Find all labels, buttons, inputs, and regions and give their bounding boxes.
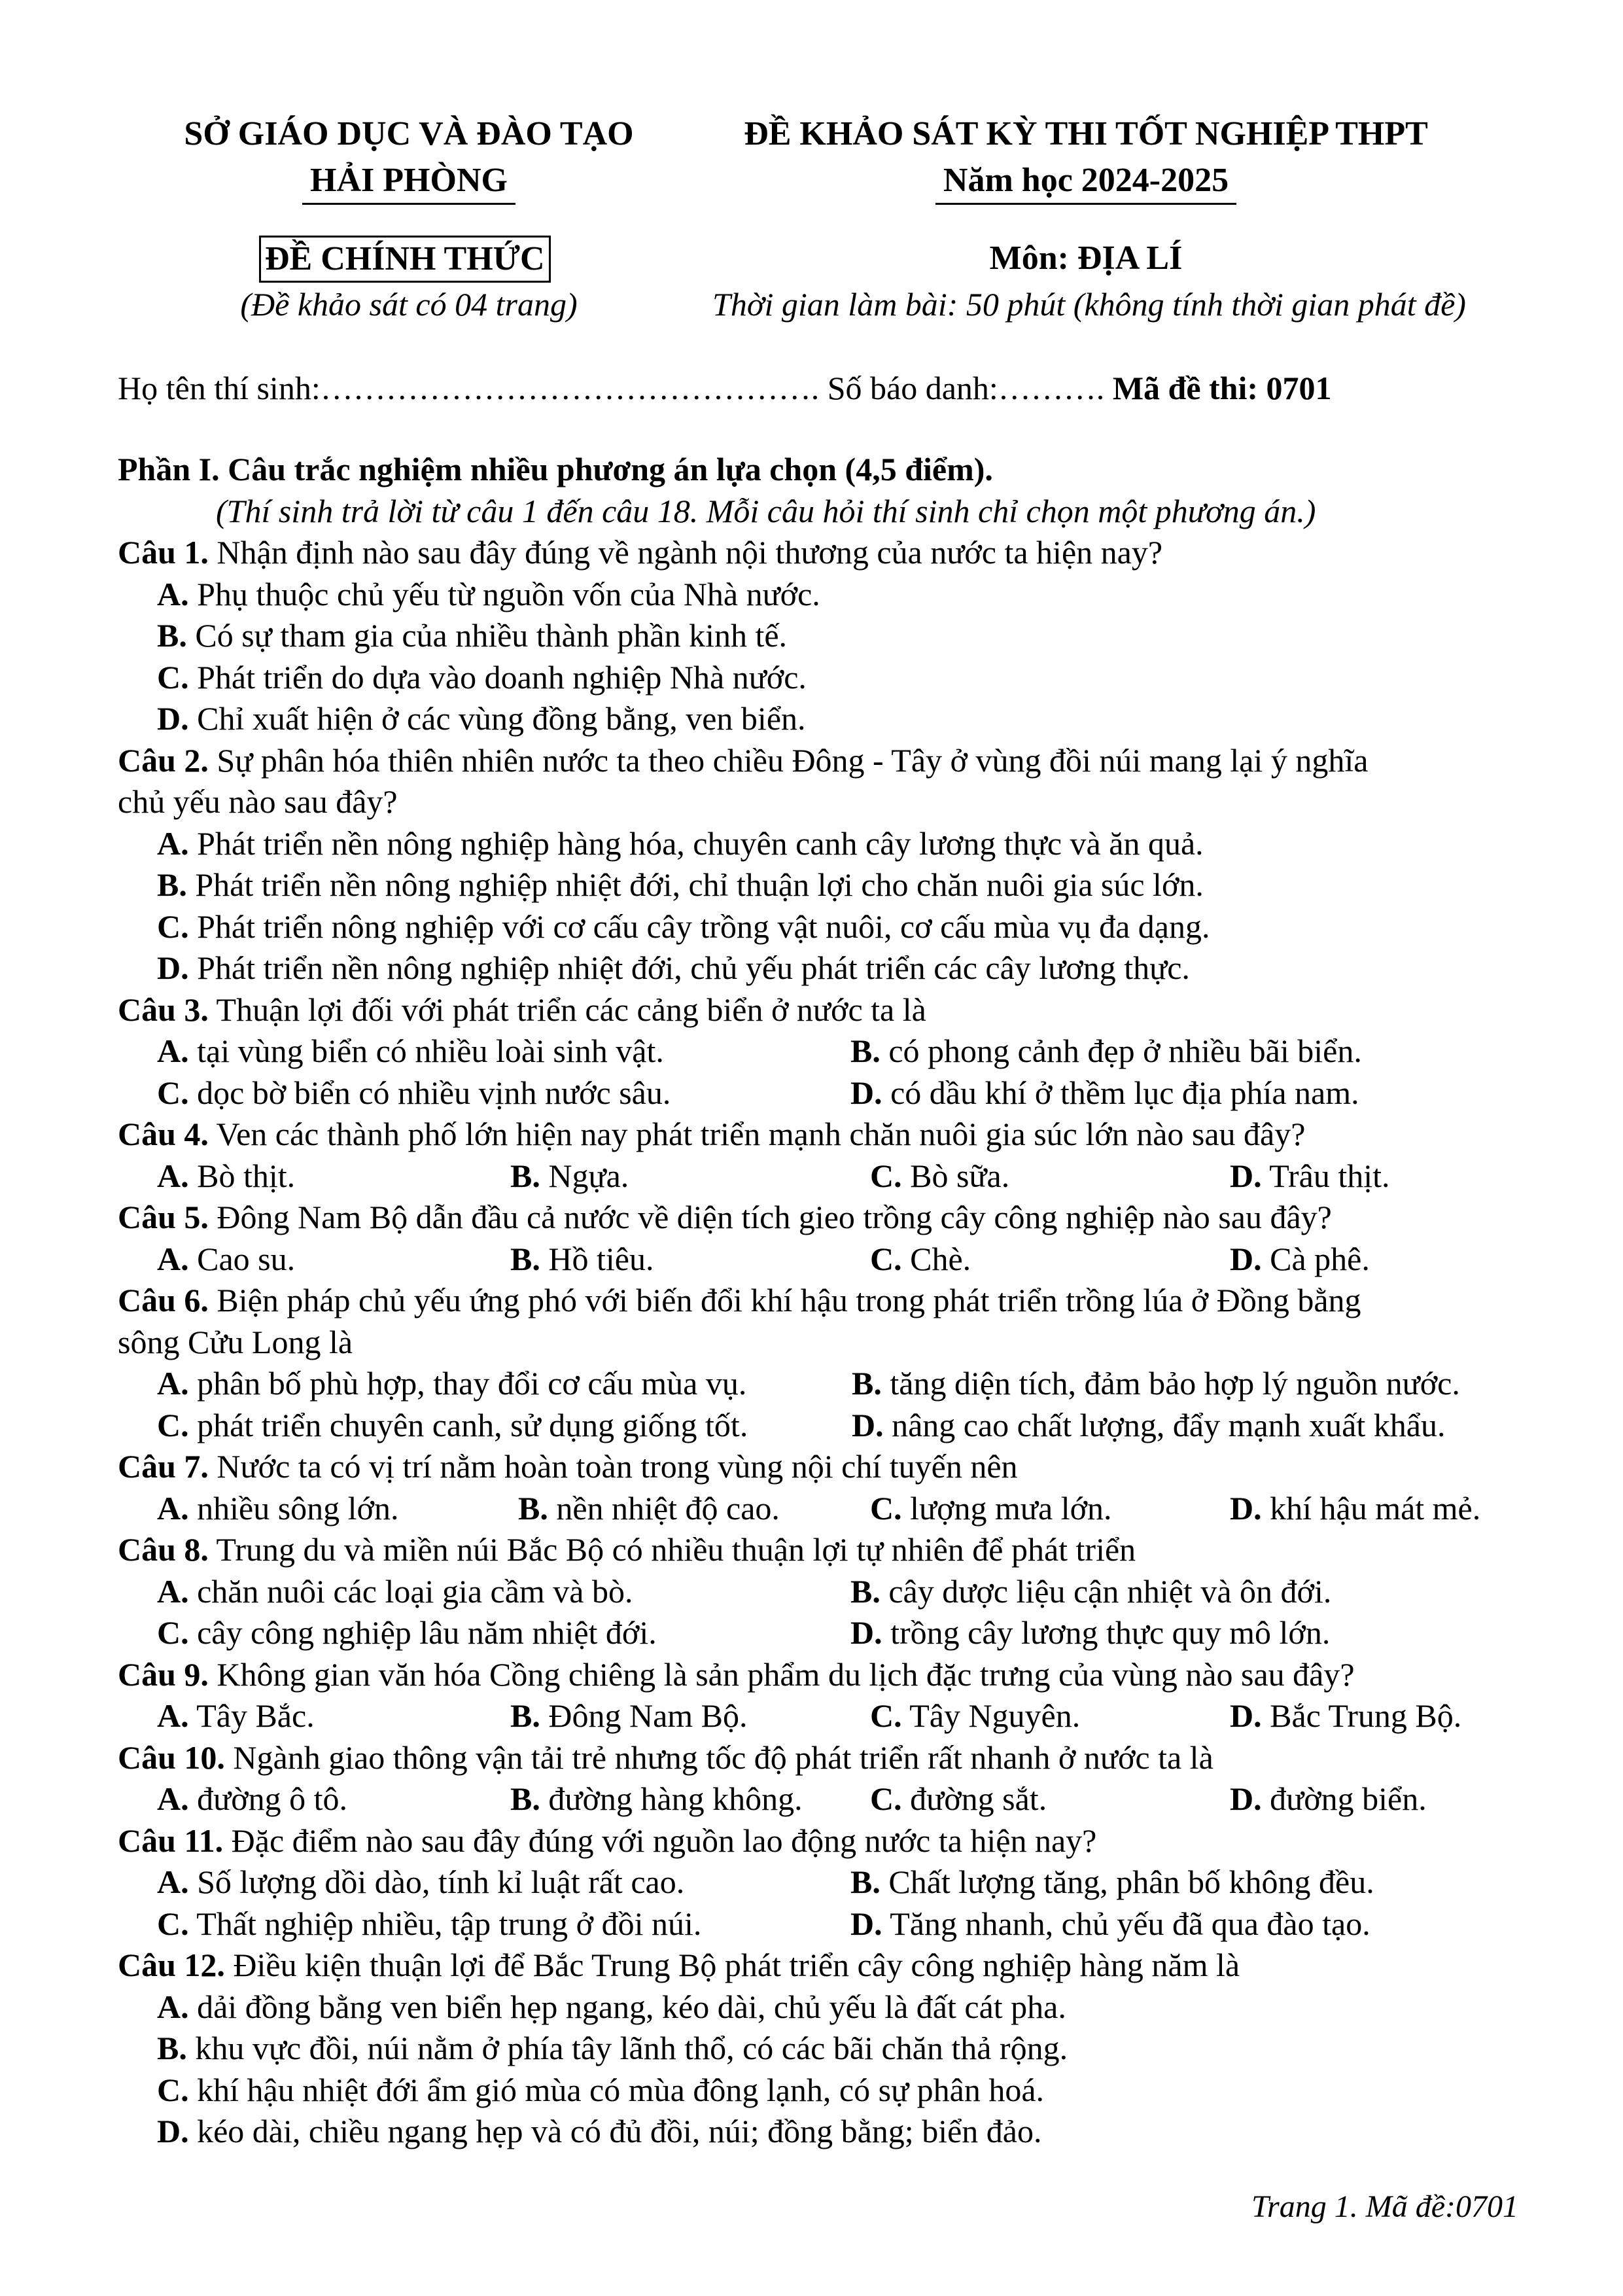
- question-6: [118, 1280, 1524, 1322]
- option-c: [118, 657, 1524, 699]
- question-label: Câu 3.: [118, 991, 209, 1028]
- option-text: phân bố phù hợp, thay đổi cơ cấu mùa vụ.: [197, 1365, 747, 1402]
- option-text: Chè.: [910, 1240, 971, 1277]
- option-a: [157, 1156, 510, 1197]
- question-2: [118, 740, 1524, 782]
- question-text: Biện pháp chủ yếu ứng phó với biến đổi khí hậu trong phát triển trồng lúa ở Đồng bằng: [217, 1282, 1361, 1318]
- option-text: đường hàng không.: [548, 1780, 803, 1817]
- option-text: Số lượng dồi dào, tính kỉ luật rất cao.: [197, 1863, 685, 1900]
- question-text-continued: sông Cửu Long là: [118, 1323, 353, 1360]
- option-d: [850, 1903, 1370, 1945]
- option-c: [157, 1072, 850, 1114]
- page-footer: Trang 1. Mã đề:0701: [1251, 2189, 1518, 2224]
- options-row: [118, 1239, 1524, 1280]
- option-b: [850, 1571, 1331, 1613]
- option-b: [850, 1031, 1362, 1072]
- option-a: [118, 574, 1524, 616]
- question-label: Câu 12.: [118, 1947, 225, 1983]
- option-letter: C.: [870, 1489, 902, 1527]
- option-b: [510, 1239, 870, 1280]
- option-letter: A.: [157, 575, 189, 612]
- option-c: [157, 1405, 852, 1447]
- exam-title-block: [693, 110, 1478, 205]
- option-letter: B.: [510, 1697, 540, 1734]
- pages-note: (Đề khảo sát có 04 trang): [240, 286, 578, 323]
- option-a: [157, 1488, 518, 1530]
- options-row: [118, 1612, 1524, 1654]
- option-text: Trâu thịt.: [1269, 1157, 1390, 1194]
- question-label: Câu 1.: [118, 534, 209, 571]
- city-name: HẢI PHÒNG: [302, 158, 515, 205]
- option-a: [157, 1031, 850, 1072]
- question-label: Câu 6.: [118, 1282, 209, 1318]
- option-letter: C.: [870, 1240, 902, 1277]
- option-letter: A.: [157, 1489, 189, 1527]
- option-letter: A.: [157, 1780, 189, 1817]
- option-d: [118, 2111, 1524, 2153]
- option-letter: C.: [157, 1614, 189, 1651]
- option-text: tăng diện tích, đảm bảo hợp lý nguồn nước.: [890, 1365, 1460, 1402]
- option-text: khí hậu nhiệt đới ẩm gió mùa có mùa đông lạnh, có sự phân hoá.: [197, 2071, 1045, 2108]
- option-text: khu vực đồi, núi nằm ở phía tây lãnh thổ, có các bãi chăn thả rộng.: [195, 2030, 1068, 2066]
- option-d: [1230, 1488, 1480, 1530]
- option-letter: C.: [157, 908, 189, 945]
- option-letter: C.: [157, 658, 189, 696]
- option-text: trồng cây lương thực quy mô lớn.: [890, 1614, 1331, 1651]
- option-b: [850, 1862, 1374, 1903]
- question-label: Câu 9.: [118, 1655, 209, 1693]
- option-text: cây dược liệu cận nhiệt và ôn đới.: [888, 1572, 1332, 1610]
- option-letter: B.: [157, 2030, 187, 2066]
- issuer-block: [150, 110, 667, 205]
- option-text: Có sự tham gia của nhiều thành phần kinh tế.: [195, 617, 788, 654]
- option-a: [157, 1239, 510, 1280]
- option-text: Tăng nhanh, chủ yếu đã qua đào tạo.: [890, 1905, 1370, 1942]
- option-c: [870, 1488, 1230, 1530]
- options-row: [118, 1903, 1524, 1945]
- options-row: [118, 1695, 1524, 1737]
- option-letter: D.: [850, 1905, 882, 1942]
- option-text: lượng mưa lớn.: [910, 1489, 1112, 1527]
- option-text: Thất nghiệp nhiều, tập trung ở đồi núi.: [196, 1905, 702, 1942]
- options-row: [118, 1862, 1524, 1903]
- option-a: [157, 1862, 850, 1903]
- question-text: Ngành giao thông vận tải trẻ nhưng tốc độ phát triển rất nhanh ở nước ta là: [233, 1739, 1213, 1776]
- option-letter: A.: [157, 1988, 189, 2025]
- options-row: [118, 1156, 1524, 1197]
- question-12: [118, 1945, 1524, 1987]
- option-letter: B.: [157, 866, 187, 903]
- option-letter: D.: [1230, 1157, 1262, 1194]
- option-letter: B.: [510, 1240, 540, 1277]
- option-text: Hồ tiêu.: [548, 1240, 654, 1277]
- option-b: [118, 864, 1524, 906]
- option-letter: C.: [157, 1406, 189, 1443]
- option-letter: C.: [157, 1905, 189, 1942]
- option-letter: A.: [157, 1157, 189, 1194]
- option-text: có dầu khí ở thềm lục địa phía nam.: [890, 1074, 1359, 1111]
- question-text: Nước ta có vị trí nằm hoàn toàn trong vùng nội chí tuyến nên: [217, 1448, 1018, 1485]
- option-letter: D.: [1230, 1697, 1262, 1734]
- option-letter: C.: [157, 2071, 189, 2108]
- option-b: [510, 1778, 870, 1820]
- option-text: đường biển.: [1270, 1780, 1427, 1817]
- option-letter: C.: [870, 1780, 902, 1817]
- option-c: [118, 906, 1524, 948]
- question-9: [118, 1654, 1524, 1696]
- question-4: [118, 1114, 1524, 1156]
- option-letter: D.: [850, 1074, 882, 1111]
- option-text: tại vùng biển có nhiều loài sinh vật.: [197, 1033, 664, 1069]
- option-letter: D.: [852, 1406, 884, 1443]
- option-letter: B.: [852, 1365, 882, 1402]
- option-c: [870, 1778, 1230, 1820]
- option-text: Phụ thuộc chủ yếu từ nguồn vốn của Nhà nước.: [197, 575, 820, 612]
- option-text: Phát triển nông nghiệp với cơ cấu cây trồng vật nuôi, cơ cấu mùa vụ đa dạng.: [197, 908, 1210, 945]
- option-text: có phong cảnh đẹp ở nhiều bãi biển.: [888, 1033, 1362, 1069]
- option-b: [510, 1156, 870, 1197]
- option-d: [118, 698, 1524, 740]
- option-d: [852, 1405, 1445, 1447]
- option-d: [850, 1612, 1330, 1654]
- option-b: [118, 2028, 1524, 2070]
- option-letter: D.: [1230, 1240, 1262, 1277]
- option-d: [1230, 1239, 1370, 1280]
- option-d: [1230, 1156, 1390, 1197]
- option-b: [510, 1695, 870, 1737]
- question-label: Câu 11.: [118, 1822, 224, 1859]
- option-text: Phát triển nền nông nghiệp hàng hóa, chuyên canh cây lương thực và ăn quả.: [197, 824, 1204, 862]
- question-1: [118, 532, 1524, 574]
- option-letter: B.: [850, 1033, 881, 1069]
- subject-title: Môn: ĐỊA LÍ: [989, 239, 1183, 277]
- question-label: Câu 2.: [118, 741, 209, 779]
- option-c: [118, 2070, 1524, 2111]
- question-label: Câu 7.: [118, 1448, 209, 1485]
- question-11: [118, 1820, 1524, 1862]
- option-b: [118, 615, 1524, 657]
- option-letter: D.: [157, 949, 189, 986]
- question-label: Câu 5.: [118, 1199, 209, 1235]
- option-text: Bắc Trung Bộ.: [1270, 1697, 1462, 1734]
- options-row: [118, 1363, 1524, 1405]
- question-label: Câu 8.: [118, 1531, 209, 1568]
- question-text: Nhận định nào sau đây đúng về ngành nội thương của nước ta hiện nay?: [217, 534, 1163, 571]
- option-letter: D.: [157, 700, 189, 737]
- options-row: [118, 1405, 1524, 1447]
- option-letter: D.: [1230, 1489, 1262, 1527]
- option-text: đường sắt.: [910, 1780, 1047, 1817]
- question-text: Không gian văn hóa Cồng chiêng là sản phẩm du lịch đặc trưng của vùng nào sau đây?: [217, 1655, 1355, 1693]
- question-text: Thuận lợi đối với phát triển các cảng biển ở nước ta là: [216, 991, 926, 1028]
- option-d: [118, 947, 1524, 989]
- option-text: Ngựa.: [548, 1157, 629, 1194]
- option-letter: D.: [157, 2113, 189, 2149]
- option-a: [157, 1695, 510, 1737]
- option-text: Bò sữa.: [910, 1157, 1010, 1194]
- option-letter: A.: [157, 1572, 189, 1610]
- section-title: Phần I. Câu trắc nghiệm nhiều phương án lựa chọn (4,5 điểm).: [118, 451, 993, 487]
- option-letter: A.: [157, 824, 189, 862]
- option-d: [1230, 1778, 1427, 1820]
- option-letter: B.: [850, 1572, 881, 1610]
- exam-content: [118, 449, 1524, 2153]
- option-c: [870, 1695, 1230, 1737]
- option-letter: B.: [157, 617, 187, 654]
- option-text: nền nhiệt độ cao.: [556, 1489, 780, 1527]
- option-a: [118, 1987, 1524, 2028]
- option-text: chăn nuôi các loại gia cầm và bò.: [197, 1572, 633, 1610]
- option-c: [157, 1903, 850, 1945]
- option-text: dải đồng bằng ven biển hẹp ngang, kéo dài, chủ yếu là đất cát pha.: [197, 1988, 1066, 2025]
- question-text: Sự phân hóa thiên nhiên nước ta theo chiều Đông - Tây ở vùng đồi núi mang lại ý nghĩa: [217, 741, 1369, 779]
- question-text: Điều kiện thuận lợi để Bắc Trung Bộ phát triển cây công nghiệp hàng năm là: [233, 1947, 1240, 1983]
- option-text: Phát triển do dựa vào doanh nghiệp Nhà nước.: [197, 658, 807, 696]
- option-b: [852, 1363, 1460, 1405]
- option-letter: C.: [870, 1157, 902, 1194]
- question-10: [118, 1737, 1524, 1779]
- option-text: khí hậu mát mẻ.: [1270, 1489, 1481, 1527]
- option-text: Đông Nam Bộ.: [548, 1697, 748, 1734]
- exam-code: Mã đề thi: 0701: [1112, 370, 1332, 406]
- option-text: Phát triển nền nông nghiệp nhiệt đới, chỉ thuận lợi cho chăn nuôi gia súc lớn.: [195, 866, 1204, 903]
- option-text: cây công nghiệp lâu năm nhiệt đới.: [197, 1614, 657, 1651]
- option-text: Chất lượng tăng, phân bố không đều.: [888, 1863, 1374, 1900]
- option-a: [157, 1363, 852, 1405]
- question-3: [118, 989, 1524, 1031]
- option-text: Bò thịt.: [197, 1157, 296, 1194]
- question-label: Câu 10.: [118, 1739, 225, 1776]
- option-c: [870, 1239, 1230, 1280]
- option-text: đường ô tô.: [197, 1780, 348, 1817]
- option-c: [157, 1612, 850, 1654]
- options-row: [118, 1072, 1524, 1114]
- option-letter: B.: [510, 1157, 540, 1194]
- question-7: [118, 1446, 1524, 1488]
- question-5: [118, 1197, 1524, 1239]
- option-letter: A.: [157, 1863, 189, 1900]
- option-d: [1230, 1695, 1461, 1737]
- option-text: Tây Bắc.: [196, 1697, 315, 1734]
- section-instructions: (Thí sinh trả lời từ câu 1 đến câu 18. Mỗi câu hỏi thí sinh chỉ chọn một phương án.): [216, 492, 1316, 529]
- department-name: SỞ GIÁO DỤC VÀ ĐÀO TẠO: [184, 115, 634, 152]
- option-a: [157, 1778, 510, 1820]
- options-row: [118, 1488, 1524, 1530]
- candidate-info: [118, 366, 1332, 410]
- option-text: Cao su.: [197, 1240, 296, 1277]
- question-text: Ven các thành phố lớn hiện nay phát triển mạnh chăn nuôi gia súc lớn nào sau đây?: [216, 1116, 1306, 1152]
- option-text: Cà phê.: [1270, 1240, 1370, 1277]
- option-letter: D.: [850, 1614, 882, 1651]
- option-b: [518, 1488, 870, 1530]
- option-letter: B.: [518, 1489, 548, 1527]
- option-letter: A.: [157, 1240, 189, 1277]
- option-a: [157, 1571, 850, 1613]
- option-letter: B.: [850, 1863, 881, 1900]
- question-8: [118, 1529, 1524, 1571]
- option-letter: D.: [1230, 1780, 1262, 1817]
- exam-title: ĐỀ KHẢO SÁT KỲ THI TỐT NGHIỆP THPT: [744, 115, 1428, 152]
- option-letter: C.: [157, 1074, 189, 1111]
- option-text: nâng cao chất lượng, đẩy mạnh xuất khẩu.: [892, 1406, 1446, 1443]
- school-year: Năm học 2024-2025: [935, 158, 1236, 205]
- option-text: Phát triển nền nông nghiệp nhiệt đới, chủ yếu phát triển các cây lương thực.: [197, 949, 1190, 986]
- option-text: nhiều sông lớn.: [197, 1489, 399, 1527]
- official-stamp: ĐỀ CHÍNH THỨC: [259, 236, 551, 283]
- question-text-continued: chủ yếu nào sau đây?: [118, 783, 398, 820]
- option-letter: A.: [157, 1697, 189, 1734]
- question-text: Trung du và miền núi Bắc Bộ có nhiều thuận lợi tự nhiên để phát triển: [216, 1531, 1136, 1568]
- options-row: [118, 1778, 1524, 1820]
- question-label: Câu 4.: [118, 1116, 209, 1152]
- options-row: [118, 1571, 1524, 1613]
- candidate-name-field: Họ tên thí sinh:……………………………………….: [118, 370, 820, 406]
- option-letter: A.: [157, 1365, 189, 1402]
- option-d: [850, 1072, 1359, 1114]
- option-text: kéo dài, chiều ngang hẹp và có đủ đồi, núi; đồng bằng; biển đảo.: [197, 2113, 1042, 2149]
- option-letter: A.: [157, 1033, 189, 1069]
- question-text: Đặc điểm nào sau đây đúng với nguồn lao động nước ta hiện nay?: [231, 1822, 1097, 1859]
- option-letter: B.: [510, 1780, 540, 1817]
- option-text: dọc bờ biển có nhiều vịnh nước sâu.: [197, 1074, 671, 1111]
- option-c: [870, 1156, 1230, 1197]
- duration-note: Thời gian làm bài: 50 phút (không tính thời gian phát đề): [712, 286, 1466, 323]
- option-text: Chỉ xuất hiện ở các vùng đồng bằng, ven biển.: [197, 700, 806, 737]
- options-row: [118, 1031, 1524, 1072]
- option-a: [118, 823, 1524, 865]
- option-text: Tây Nguyên.: [909, 1697, 1081, 1734]
- candidate-id-field: Số báo danh:……….: [827, 370, 1105, 406]
- option-letter: C.: [870, 1697, 902, 1734]
- option-text: phát triển chuyên canh, sử dụng giống tốt.: [197, 1406, 748, 1443]
- question-text: Đông Nam Bộ dẫn đầu cả nước về diện tích gieo trồng cây công nghiệp nào sau đây?: [217, 1199, 1332, 1235]
